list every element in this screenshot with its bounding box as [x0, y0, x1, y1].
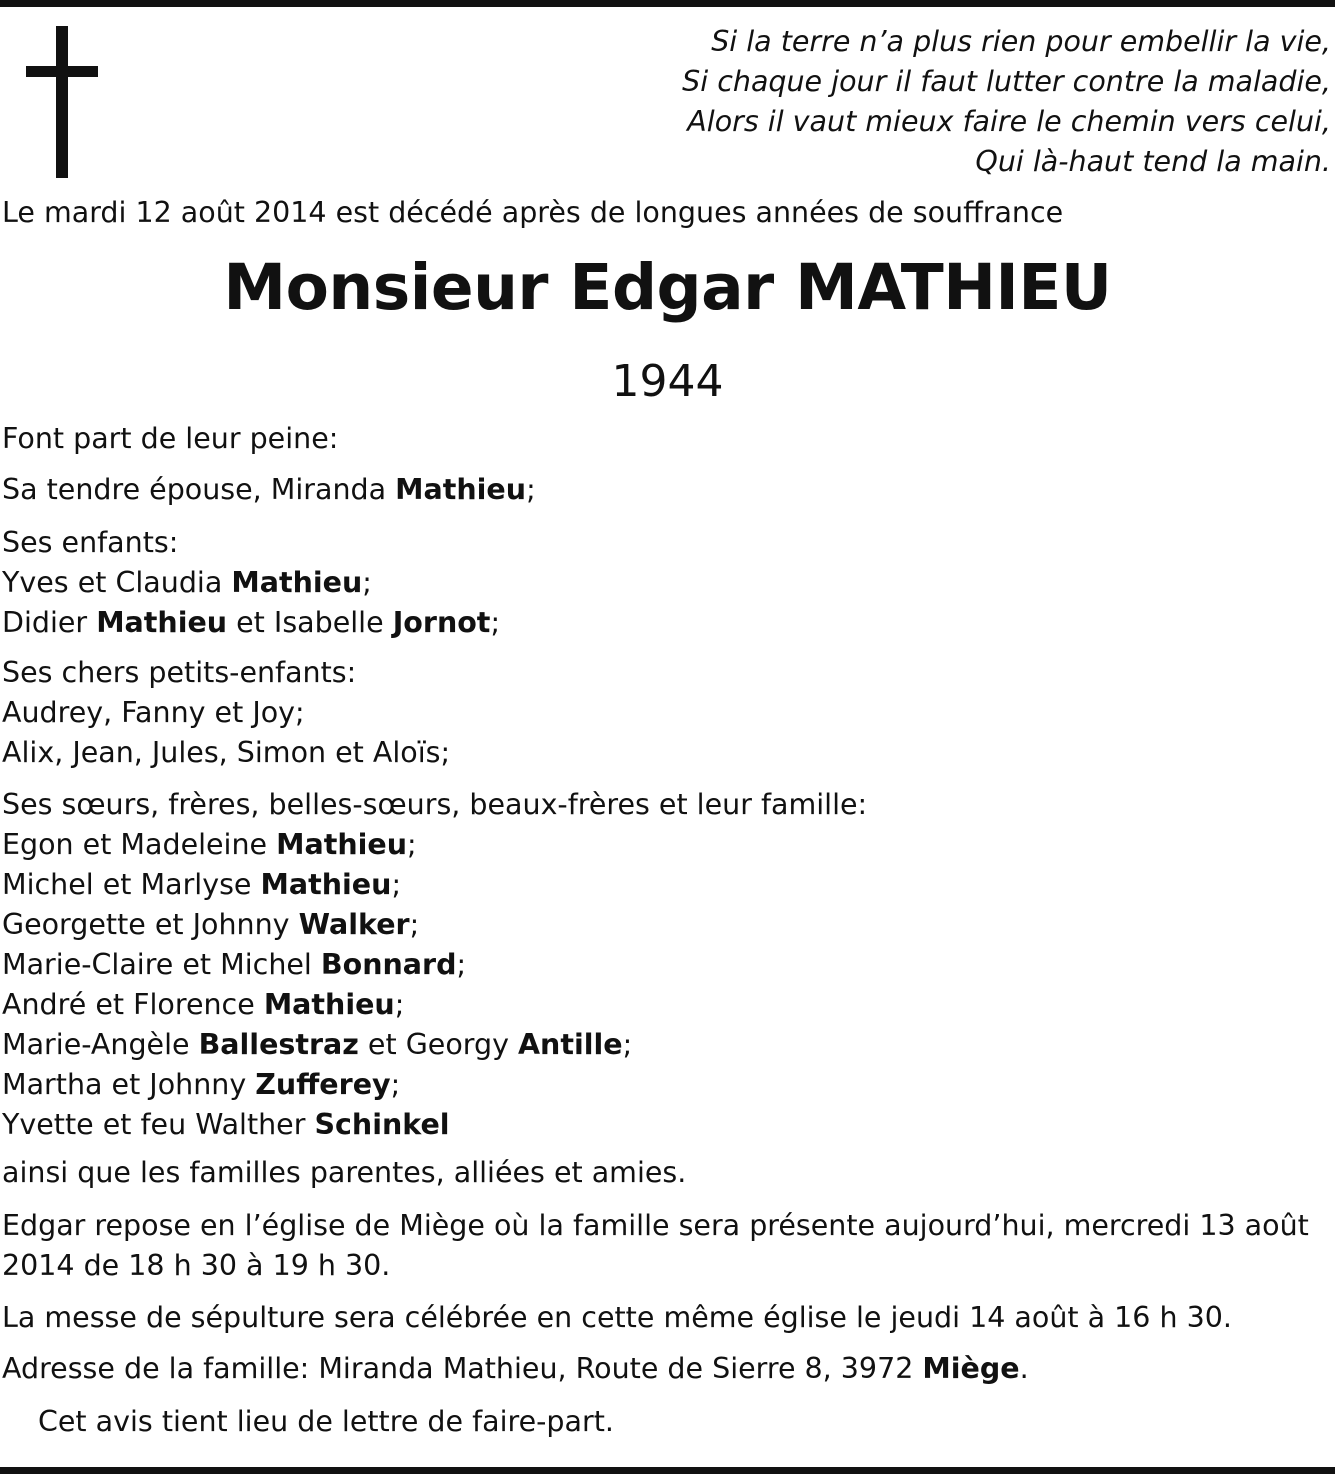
poem-line: Qui là-haut tend la main.: [975, 145, 1331, 178]
list-item: Marie-Claire et Michel Bonnard;: [2, 948, 467, 981]
intro-text: Le mardi 12 août 2014 est décédé après de longues années de souffrance: [2, 196, 1064, 229]
deceased-name: Monsieur Edgar MATHIEU: [223, 251, 1112, 324]
siblings-section: [2, 785, 1333, 1145]
top-rule: [0, 0, 1335, 7]
repose-text: [2, 1206, 1333, 1286]
list-item: Georgette et Johnny Walker;: [2, 908, 420, 941]
announce-text: Font part de leur peine:: [2, 422, 339, 455]
poem-line: Si la terre n’a plus rien pour embellir la vie,: [711, 25, 1331, 58]
birth-year: 1944: [611, 356, 724, 407]
grandchildren-section: [2, 653, 1333, 773]
notice-text: Cet avis tient lieu de lettre de faire-part.: [38, 1405, 614, 1438]
list-item: Martha et Johnny Zufferey;: [2, 1068, 401, 1101]
section-heading: Ses chers petits-enfants:: [2, 656, 357, 689]
repose-paragraph: Edgar repose en l’église de Miège où la famille sera présente aujourd’hui, mercredi 13 août 2014 de 18 h 30 à 19 h 30.: [2, 1209, 1309, 1282]
list-item: Yves et Claudia Mathieu;: [2, 566, 372, 599]
section-heading: Ses sœurs, frères, belles-sœurs, beaux-frères et leur famille:: [2, 788, 868, 821]
address-line: Adresse de la famille: Miranda Mathieu, Route de Sierre 8, 3972 Miège.: [2, 1352, 1029, 1385]
families-text: ainsi que les familles parentes, alliées et amies.: [2, 1156, 687, 1189]
list-item: Didier Mathieu et Isabelle Jornot;: [2, 606, 501, 639]
list-item: Egon et Madeleine Mathieu;: [2, 828, 417, 861]
mass-text: La messe de sépulture sera célébrée en cette même église le jeudi 14 août à 16 h 30.: [2, 1301, 1232, 1334]
poem: [682, 22, 1331, 182]
list-item: Yvette et feu Walther Schinkel: [2, 1108, 450, 1141]
poem-line: Alors il vaut mieux faire le chemin vers celui,: [687, 105, 1331, 138]
spouse-line: Sa tendre épouse, Miranda Mathieu;: [2, 473, 536, 506]
children-section: [2, 523, 1333, 643]
list-item: Alix, Jean, Jules, Simon et Aloïs;: [2, 736, 451, 769]
poem-line: Si chaque jour il faut lutter contre la maladie,: [682, 65, 1331, 98]
section-heading: Ses enfants:: [2, 526, 179, 559]
list-item: André et Florence Mathieu;: [2, 988, 405, 1021]
list-item: Marie-Angèle Ballestraz et Georgy Antille;: [2, 1028, 633, 1061]
list-item: Michel et Marlyse Mathieu;: [2, 868, 402, 901]
cross-icon: [26, 26, 98, 178]
bottom-rule: [0, 1467, 1335, 1474]
list-item: Audrey, Fanny et Joy;: [2, 696, 305, 729]
